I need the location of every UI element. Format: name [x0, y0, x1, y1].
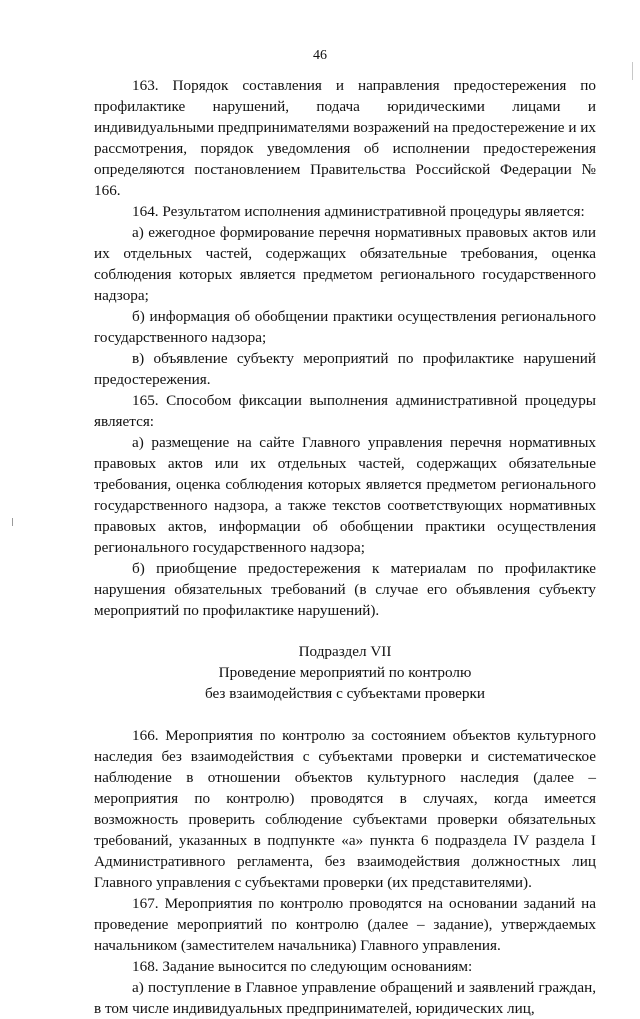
- paragraph-167: 167. Мероприятия по контролю проводятся на основании заданий на проведение мероприятий по контролю (далее – задание), утверждаемых начальником (заместителем начальника) Главного управления.: [94, 895, 596, 954]
- paragraph-166: 166. Мероприятия по контролю за состоянием объектов культурного наследия без взаимодействия с субъектами проверки и систематическое наблюдение в отношении объектов культурного наследия (далее – мероприятия по контролю) проводятся в случаях, когда имеется возможность проверить соблюдение субъектами проверки обязательных требований, указанных в подпункте «а» пункта 6 подраздела IV раздела I Административного регламента, без взаимодействия должностных лиц Главного управления с субъектами проверки (их представителями).: [94, 727, 596, 891]
- paragraph-165-b: б) приобщение предостережения к материалам по профилактике нарушения обязательных требований (в случае его объявления субъекту мероприятий по профилактике нарушений).: [94, 560, 596, 619]
- spacer: [94, 704, 596, 725]
- subsection-title-line-1: Проведение мероприятий по контролю: [218, 664, 472, 681]
- paragraph-164: 164. Результатом исполнения административной процедуры является:: [132, 203, 585, 220]
- paragraph-165-a: а) размещение на сайте Главного управления перечня нормативных правовых актов или их отдельных частей, содержащих обязательные требования, оценка соблюдения которых является предметом регионального государственного надзора, а также текстов соответствующих нормативных правовых актов, информации об обобщении практики осуществления регионального государственного надзора;: [94, 434, 596, 556]
- paragraph-164-a: а) ежегодное формирование перечня нормативных правовых актов или их отдельных частей, содержащих обязательные требования, оценка соблюдения которых является предметом регионального государственного надзора;: [94, 224, 596, 304]
- subsection-label: Подраздел VII: [298, 643, 392, 660]
- paragraph-168: 168. Задание выносится по следующим основаниям:: [132, 958, 473, 975]
- paragraph-164-v: в) объявление субъекту мероприятий по профилактике нарушений предостережения.: [94, 350, 596, 388]
- page-number: 46: [313, 48, 327, 63]
- scan-artifact-mark: [12, 518, 13, 526]
- subsection-title-line-2: без взаимодействия с субъектами проверки: [204, 685, 486, 702]
- paragraph-163: 163. Порядок составления и направления предостережения по профилактике нарушений, подача юридическими лицами и индивидуальными предпринимателями возражений на предостережение и их рассмотрения, порядок уведомления об исполнении предостережения определяются постановлением Правительства Российской Федерации № 166.: [94, 77, 596, 199]
- paragraph-168-a: а) поступление в Главное управление обращений и заявлений граждан, в том числе индивидуальных предпринимателей, юридических лиц,: [94, 979, 596, 1017]
- document-body: [94, 75, 596, 1019]
- spacer: [94, 621, 596, 641]
- scan-artifact-mark: [632, 62, 633, 80]
- paragraph-164-b: б) информация об обобщении практики осуществления регионального государственного надзора;: [94, 308, 596, 346]
- paragraph-165: 165. Способом фиксации выполнения административной процедуры является:: [94, 392, 596, 430]
